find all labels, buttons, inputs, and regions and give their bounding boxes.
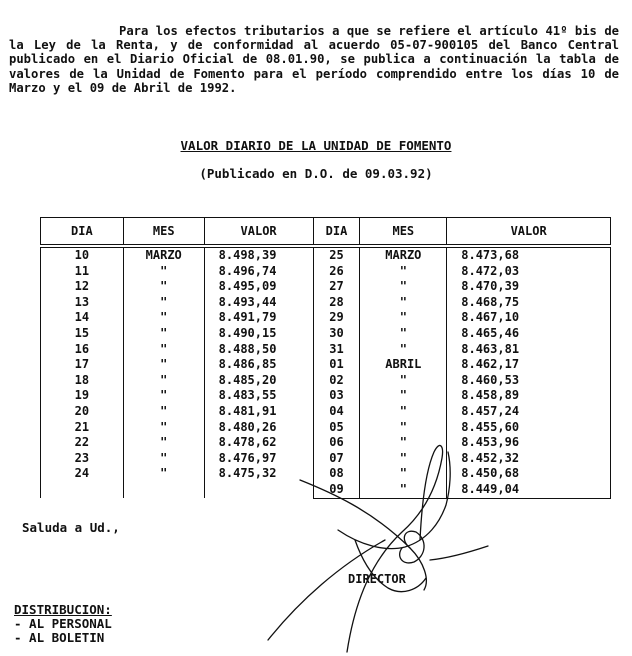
cell-dia: 11 <box>41 264 124 280</box>
cell-dia: 30 <box>313 326 360 342</box>
cell-mes: " <box>123 279 204 295</box>
cell-valor: 8.475,32 <box>204 466 313 482</box>
document-title: VALOR DIARIO DE LA UNIDAD DE FOMENTO <box>180 138 452 153</box>
cell-mes: " <box>123 435 204 451</box>
cell-valor: 8.452,32 <box>447 451 611 467</box>
cell-valor: 8.450,68 <box>447 466 611 482</box>
cell-mes: " <box>360 482 447 498</box>
header-dia: DIA <box>41 218 124 247</box>
cell-mes: " <box>360 373 447 389</box>
distribution-item: - AL PERSONAL <box>14 616 112 631</box>
cell-valor: 8.498,39 <box>204 246 313 264</box>
table-row <box>41 279 611 295</box>
cell-dia: 24 <box>41 466 124 482</box>
cell-mes: " <box>360 326 447 342</box>
cell-dia: 25 <box>313 246 360 264</box>
cell-valor <box>204 482 313 498</box>
table-row <box>41 388 611 404</box>
cell-dia: 22 <box>41 435 124 451</box>
cell-dia: 19 <box>41 388 124 404</box>
cell-mes: " <box>360 310 447 326</box>
cell-mes: " <box>123 388 204 404</box>
cell-dia: 14 <box>41 310 124 326</box>
cell-valor: 8.488,50 <box>204 342 313 358</box>
cell-mes: " <box>123 310 204 326</box>
cell-mes: " <box>123 420 204 436</box>
cell-dia: 05 <box>313 420 360 436</box>
cell-valor: 8.463,81 <box>447 342 611 358</box>
document-subtitle: (Publicado en D.O. de 09.03.92) <box>199 166 433 181</box>
cell-valor: 8.460,53 <box>447 373 611 389</box>
cell-valor: 8.476,97 <box>204 451 313 467</box>
table-row <box>41 357 611 373</box>
table-row <box>41 466 611 482</box>
cell-valor: 8.455,60 <box>447 420 611 436</box>
uf-values-table <box>40 217 611 499</box>
cell-dia: 31 <box>313 342 360 358</box>
table-header-row <box>41 218 611 247</box>
cell-dia: 07 <box>313 451 360 467</box>
cell-dia: 12 <box>41 279 124 295</box>
cell-valor: 8.473,68 <box>447 246 611 264</box>
cell-dia: 09 <box>313 482 360 498</box>
cell-valor: 8.453,96 <box>447 435 611 451</box>
cell-dia: 21 <box>41 420 124 436</box>
cell-dia: 18 <box>41 373 124 389</box>
cell-dia: 15 <box>41 326 124 342</box>
cell-valor: 8.465,46 <box>447 326 611 342</box>
table-row <box>41 404 611 420</box>
director-signature-title: DIRECTOR <box>348 572 406 586</box>
distribution-heading: DISTRIBUCION: <box>14 602 112 617</box>
cell-valor: 8.467,10 <box>447 310 611 326</box>
cell-mes: " <box>360 264 447 280</box>
cell-dia: 01 <box>313 357 360 373</box>
closing-salutation: Saluda a Ud., <box>22 520 120 535</box>
header-valor: VALOR <box>447 218 611 247</box>
cell-mes: " <box>123 342 204 358</box>
cell-dia <box>41 482 124 498</box>
cell-mes: " <box>360 279 447 295</box>
header-mes: MES <box>360 218 447 247</box>
cell-mes: " <box>360 435 447 451</box>
cell-mes <box>123 482 204 498</box>
cell-valor: 8.483,55 <box>204 388 313 404</box>
cell-valor: 8.478,62 <box>204 435 313 451</box>
cell-mes: " <box>123 451 204 467</box>
table-row <box>41 451 611 467</box>
table-body <box>41 246 611 498</box>
intro-paragraph <box>9 24 619 95</box>
cell-dia: 10 <box>41 246 124 264</box>
cell-mes: " <box>360 342 447 358</box>
table-row <box>41 373 611 389</box>
cell-dia: 23 <box>41 451 124 467</box>
cell-valor: 8.480,26 <box>204 420 313 436</box>
table-row <box>41 310 611 326</box>
cell-valor: 8.490,15 <box>204 326 313 342</box>
cell-mes: " <box>360 404 447 420</box>
header-dia: DIA <box>313 218 360 247</box>
cell-valor: 8.485,20 <box>204 373 313 389</box>
cell-valor: 8.493,44 <box>204 295 313 311</box>
cell-mes: " <box>360 295 447 311</box>
cell-valor: 8.486,85 <box>204 357 313 373</box>
cell-dia: 08 <box>313 466 360 482</box>
table-row <box>41 420 611 436</box>
cell-dia: 28 <box>313 295 360 311</box>
cell-valor: 8.457,24 <box>447 404 611 420</box>
table-row <box>41 264 611 280</box>
cell-valor: 8.496,74 <box>204 264 313 280</box>
cell-mes: " <box>123 357 204 373</box>
cell-dia: 26 <box>313 264 360 280</box>
cell-dia: 16 <box>41 342 124 358</box>
cell-mes: MARZO <box>123 246 204 264</box>
cell-dia: 04 <box>313 404 360 420</box>
cell-dia: 03 <box>313 388 360 404</box>
cell-dia: 13 <box>41 295 124 311</box>
cell-valor: 8.472,03 <box>447 264 611 280</box>
cell-valor: 8.462,17 <box>447 357 611 373</box>
table-row <box>41 326 611 342</box>
cell-dia: 27 <box>313 279 360 295</box>
cell-mes: " <box>123 404 204 420</box>
cell-dia: 29 <box>313 310 360 326</box>
cell-valor: 8.481,91 <box>204 404 313 420</box>
cell-valor: 8.470,39 <box>447 279 611 295</box>
cell-mes: MARZO <box>360 246 447 264</box>
cell-dia: 06 <box>313 435 360 451</box>
header-mes: MES <box>123 218 204 247</box>
cell-dia: 17 <box>41 357 124 373</box>
cell-dia: 02 <box>313 373 360 389</box>
cell-mes: " <box>360 420 447 436</box>
cell-mes: " <box>123 295 204 311</box>
cell-mes: " <box>123 326 204 342</box>
cell-mes: ABRIL <box>360 357 447 373</box>
cell-valor: 8.449,04 <box>447 482 611 498</box>
cell-mes: " <box>360 451 447 467</box>
distribution-item: - AL BOLETIN <box>14 630 105 645</box>
intro-text: Para los efectos tributarios a que se refiere el artículo 41º bis de la Ley de la Renta, y de conformidad al acuerdo 05-07-900105 del Banco Central publicado en el Diario Oficial de 08.01.90, se publica a continuación la tabla de valores de la Unidad de Fomento para el período comprendido entre los días 10 de Marzo y el 09 de Abril de 1992. <box>9 24 619 95</box>
cell-mes: " <box>123 264 204 280</box>
cell-valor: 8.458,89 <box>447 388 611 404</box>
cell-mes: " <box>123 373 204 389</box>
table-row <box>41 246 611 264</box>
distribution-block <box>14 603 112 645</box>
cell-dia: 20 <box>41 404 124 420</box>
table-row <box>41 342 611 358</box>
cell-mes: " <box>360 388 447 404</box>
table-row <box>41 435 611 451</box>
cell-valor: 8.491,79 <box>204 310 313 326</box>
table-row <box>41 482 611 498</box>
cell-mes: " <box>123 466 204 482</box>
cell-valor: 8.468,75 <box>447 295 611 311</box>
header-valor: VALOR <box>204 218 313 247</box>
cell-mes: " <box>360 466 447 482</box>
table-row <box>41 295 611 311</box>
cell-valor: 8.495,09 <box>204 279 313 295</box>
